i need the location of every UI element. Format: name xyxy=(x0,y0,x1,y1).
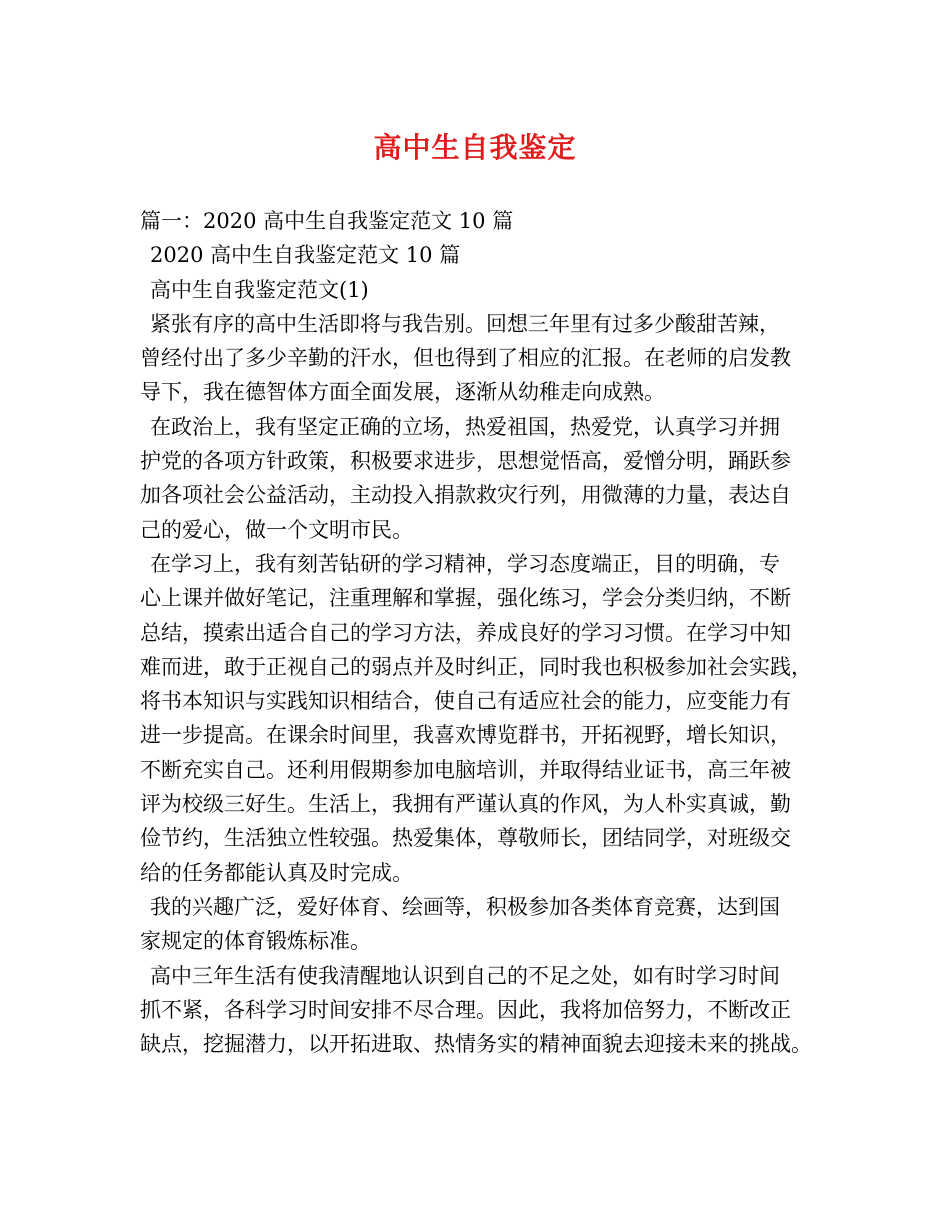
text-line: 给的任务都能认真及时完成。 xyxy=(140,860,413,885)
text-line: 抓不紧，各科学习时间安排不尽合理。因此，我将加倍努力，不断改正 xyxy=(140,997,791,1022)
text-line: 评为校级三好生。生活上，我拥有严谨认真的作风，为人朴实真诚，勤 xyxy=(140,792,791,817)
text-line: 缺点，挖掘潜力，以开拓进取、热情务实的精神面貌去迎接未来的挑战。 xyxy=(140,1032,812,1057)
text-line: 护党的各项方针政策，积极要求进步，思想觉悟高，爱憎分明，踊跃参 xyxy=(140,449,791,474)
text-line: 2020 高中生自我鉴定范文 10 篇 xyxy=(150,243,461,268)
text-line: 导下，我在德智体方面全面发展，逐渐从幼稚走向成熟。 xyxy=(140,380,665,405)
document-body xyxy=(140,204,820,1061)
text-line: 心上课并做好笔记，注重理解和掌握，强化练习，学会分类归纳，不断 xyxy=(140,586,791,611)
text-line: 俭节约，生活独立性较强。热爱集体，尊敬师长，团结同学，对班级交 xyxy=(140,826,791,851)
document-title: 高中生自我鉴定 xyxy=(373,131,577,164)
text-line: 曾经付出了多少辛勤的汗水，但也得到了相应的汇报。在老师的启发教 xyxy=(140,346,791,371)
text-line: 进一步提高。在课余时间里，我喜欢博览群书，开拓视野，增长知识， xyxy=(140,723,791,748)
text-line: 将书本知识与实践知识相结合，使自己有适应社会的能力，应变能力有 xyxy=(140,689,791,714)
text-line: 难而进，敢于正视自己的弱点并及时纠正，同时我也积极参加社会实践， xyxy=(140,654,812,679)
text-line: 加各项社会公益活动，主动投入捐款救灾行列，用微薄的力量，表达自 xyxy=(140,483,791,508)
text-line: 总结，摸索出适合自己的学习方法，养成良好的学习习惯。在学习中知 xyxy=(140,620,791,645)
text-line: 紧张有序的高中生活即将与我告别。回想三年里有过多少酸甜苦辣， xyxy=(150,311,780,336)
text-line: 篇一：2020 高中生自我鉴定范文 10 篇 xyxy=(140,209,514,233)
text-line: 我的兴趣广泛，爱好体育、绘画等，积极参加各类体育竞赛，达到国 xyxy=(150,894,780,919)
text-line: 己的爱心，做一个文明市民。 xyxy=(140,517,413,542)
text-line: 在学习上，我有刻苦钻研的学习精神，学习态度端正，目的明确，专 xyxy=(150,551,780,576)
text-line: 不断充实自己。还利用假期参加电脑培训，并取得结业证书，高三年被 xyxy=(140,757,791,782)
text-line: 高中三年生活有使我清醒地认识到自己的不足之处，如有时学习时间 xyxy=(150,963,780,988)
text-line: 在政治上，我有坚定正确的立场，热爱祖国，热爱党，认真学习并拥 xyxy=(150,414,780,439)
text-line: 家规定的体育锻炼标准。 xyxy=(140,929,371,954)
text-line: 高中生自我鉴定范文(1) xyxy=(150,277,369,302)
